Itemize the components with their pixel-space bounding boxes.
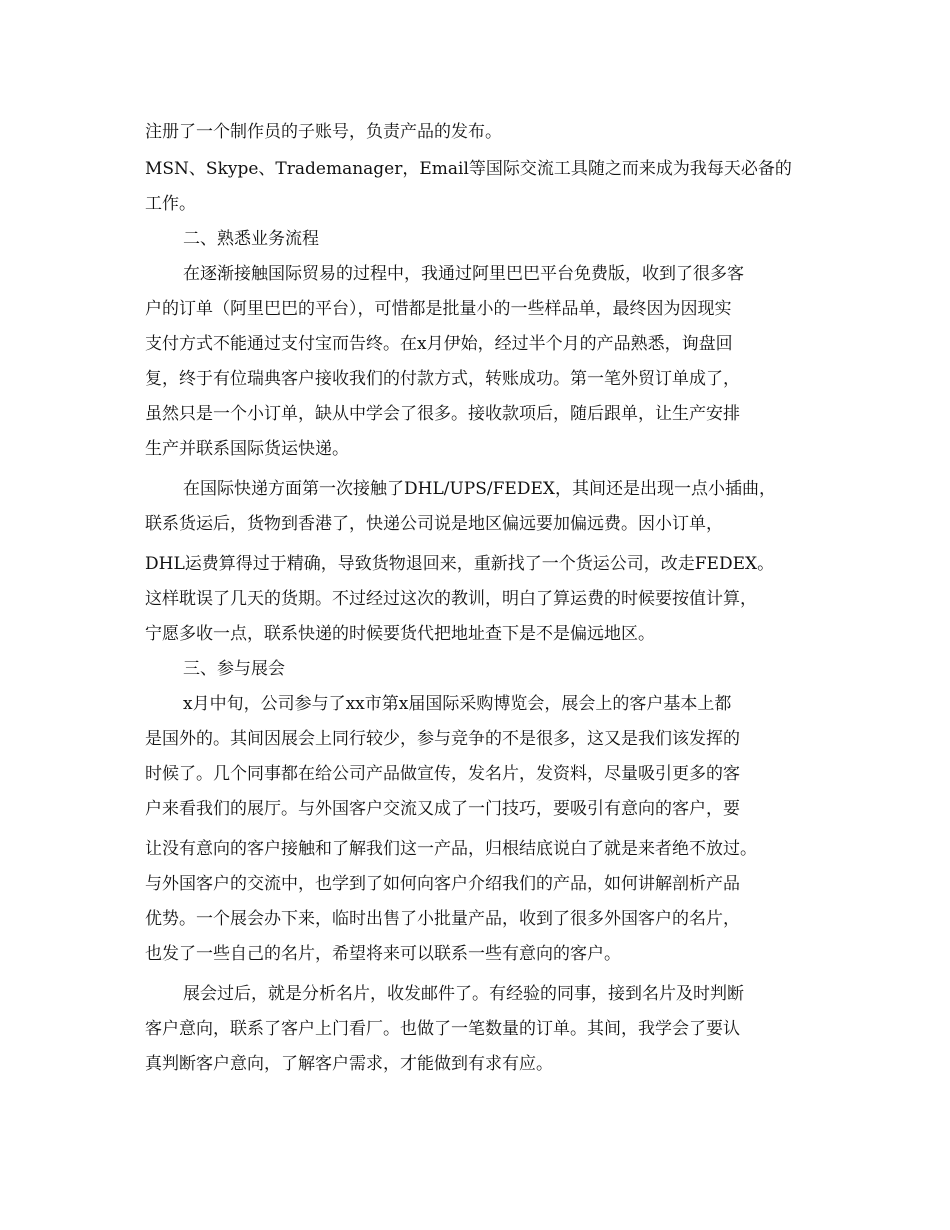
section-heading: 三、参与展会 [183, 659, 285, 679]
text-line: 真判断客户意向，了解客户需求，才能做到有求有应。 [145, 1054, 553, 1074]
text-line: DHL运费算得过于精确，导致货物退回来，重新找了一个货运公司，改走FEDEX。 [145, 554, 775, 574]
text-line: 也发了一些自己的名片，希望将来可以联系一些有意向的客户。 [145, 944, 621, 964]
text-line: 复，终于有位瑞典客户接收我们的付款方式，转账成功。第一笔外贸订单成了， [145, 369, 740, 389]
text-line: 户来看我们的展厅。与外国客户交流又成了一门技巧，要吸引有意向的客户，要 [145, 799, 740, 819]
text-line: 虽然只是一个小订单，缺从中学会了很多。接收款项后，随后跟单，让生产安排 [145, 404, 740, 424]
text-line: 在逐渐接触国际贸易的过程中，我通过阿里巴巴平台免费版，收到了很多客 [183, 264, 744, 284]
text-line: 注册了一个制作员的子账号，负责产品的发布。 [145, 122, 502, 142]
text-line: 工作。 [145, 194, 196, 214]
text-line: 优势。一个展会办下来，临时出售了小批量产品，收到了很多外国客户的名片， [145, 909, 740, 929]
text-line: 宁愿多收一点，联系快递的时候要货代把地址查下是不是偏远地区。 [145, 624, 655, 644]
text-line: 展会过后，就是分析名片，收发邮件了。有经验的同事，接到名片及时判断 [183, 984, 744, 1004]
text-line: 生产并联系国际货运快递。 [145, 439, 349, 459]
text-line: MSN、Skype、Trademanager，Email等国际交流工具随之而来成为我每天必备的 [145, 159, 792, 179]
text-line: 在国际快递方面第一次接触了DHL/UPS/FEDEX，其间还是出现一点小插曲， [183, 479, 776, 499]
text-line: 时候了。几个同事都在给公司产品做宣传，发名片，发资料，尽量吸引更多的客 [145, 764, 740, 784]
text-line: 户的订单（阿里巴巴的平台），可惜都是批量小的一些样品单，最终因为因现实 [145, 299, 732, 319]
text-line: 支付方式不能通过支付宝而告终。在x月伊始，经过半个月的产品熟悉，询盘回 [145, 334, 733, 354]
text-line: 是国外的。其间因展会上同行较少，参与竞争的不是很多，这又是我们该发挥的 [145, 729, 740, 749]
text-line: 联系货运后，货物到香港了，快递公司说是地区偏远要加偏远费。因小订单， [145, 514, 723, 534]
text-line: 与外国客户的交流中，也学到了如何向客户介绍我们的产品，如何讲解剖析产品 [145, 874, 740, 894]
text-line: 这样耽误了几天的货期。不过经过这次的教训，明白了算运费的时候要按值计算， [145, 589, 757, 609]
text-line: x月中旬，公司参与了xx市第x届国际采购博览会，展会上的客户基本上都 [183, 694, 732, 714]
section-heading: 二、熟悉业务流程 [183, 229, 319, 249]
text-line: 让没有意向的客户接触和了解我们这一产品，归根结底说白了就是来者绝不放过。 [145, 839, 757, 859]
text-line: 客户意向，联系了客户上门看厂。也做了一笔数量的订单。其间，我学会了要认 [145, 1019, 740, 1039]
